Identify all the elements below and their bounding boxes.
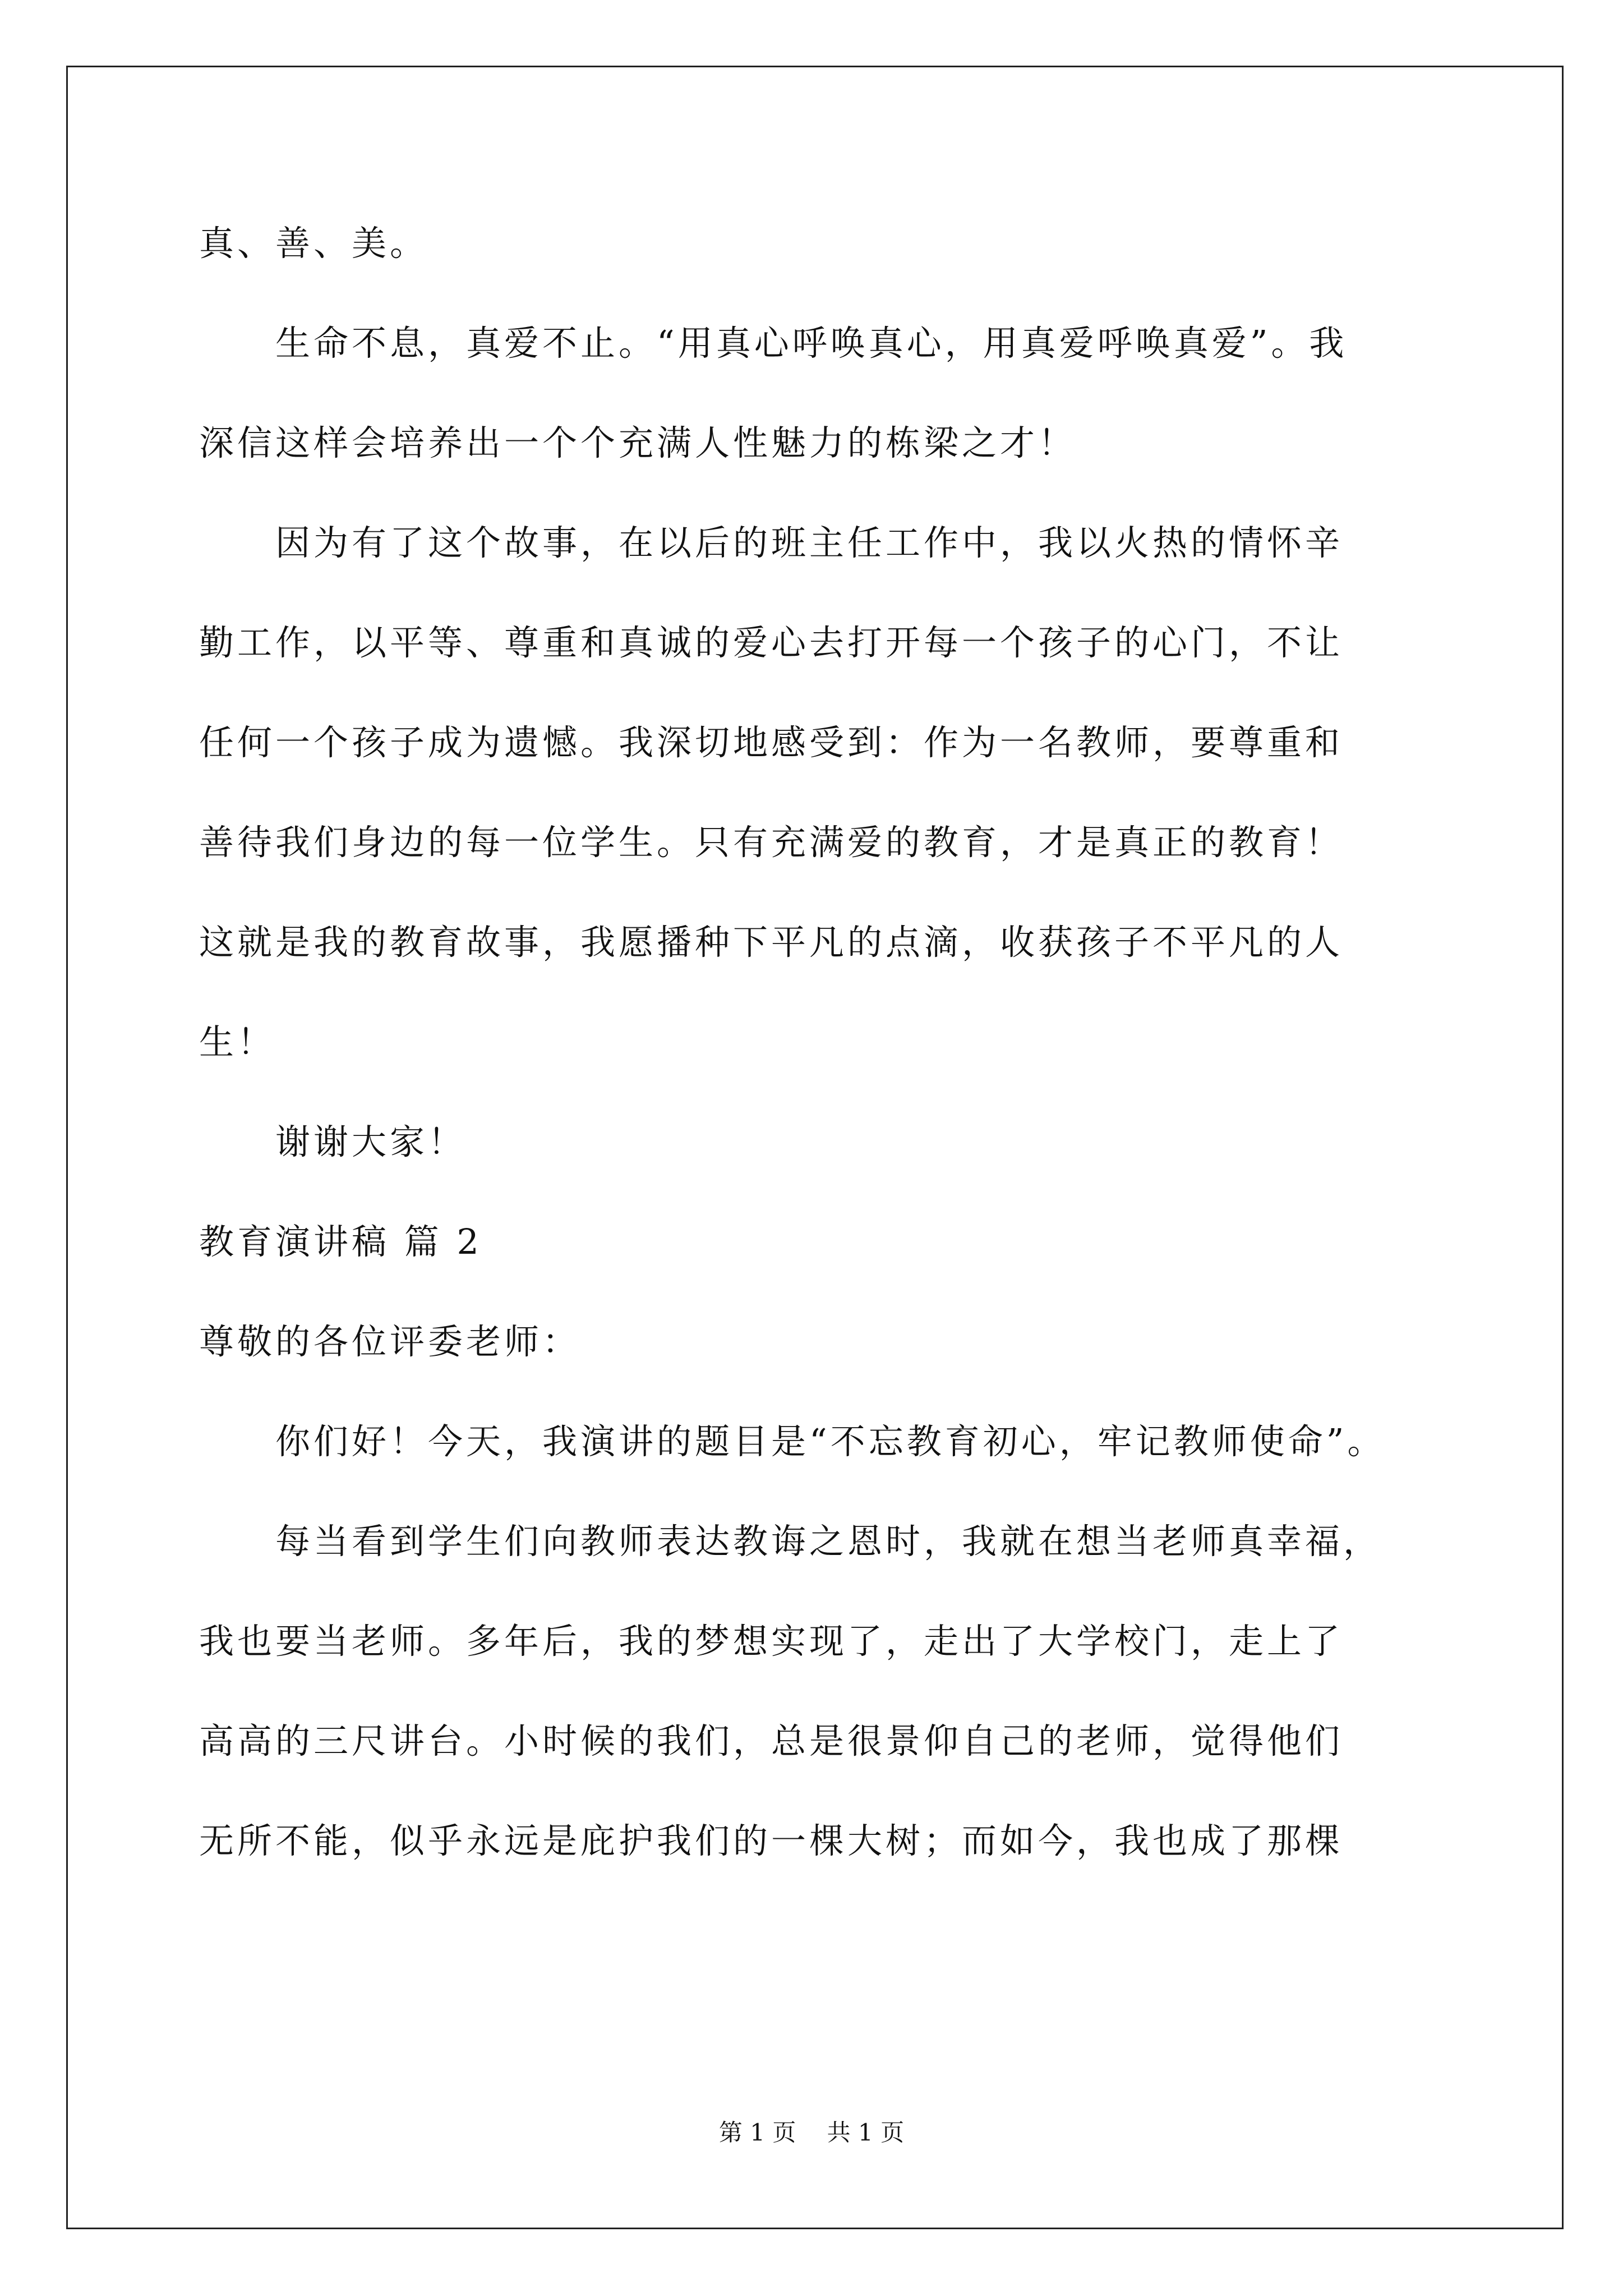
text-line: 真、善、美。 [199,223,428,264]
page-footer: 第 1 页 共 1 页 [718,2119,905,2146]
salutation: 尊敬的各位评委老师： [199,1321,581,1362]
text-line: 高高的三尺讲台。小时候的我们，总是很景仰自己的老师，觉得他们 [199,1720,1344,1761]
text-line: 生！ [199,1022,276,1062]
text-line: 这就是我的教育故事，我愿播种下平凡的点滴，收获孩子不平凡的人 [199,922,1344,963]
text-line: 因为有了这个故事，在以后的班主任工作中，我以火热的情怀辛 [199,522,1344,563]
text-line: 任何一个孩子成为遗憾。我深切地感受到：作为一名教师，要尊重和 [199,722,1344,763]
text-line: 生命不息，真爱不止。“用真心呼唤真心，用真爱呼唤真爱”。我 [199,323,1348,364]
section-heading: 教育演讲稿 篇 2 [199,1221,482,1262]
text-line: 你们好！今天，我演讲的题目是“不忘教育初心，牢记教师使命”。 [199,1421,1386,1462]
text-line: 我也要当老师。多年后，我的梦想实现了，走出了大学校门，走上了 [199,1621,1344,1662]
text-line: 每当看到学生们向教师表达教诲之恩时，我就在想当老师真幸福， [199,1521,1382,1562]
text-line: 善待我们身边的每一位学生。只有充满爱的教育，才是真正的教育！ [199,822,1344,863]
text-line: 勤工作，以平等、尊重和真诚的爱心去打开每一个孩子的心门，不让 [199,622,1344,663]
text-line: 无所不能，似乎永远是庇护我们的一棵大树；而如今，我也成了那棵 [199,1820,1344,1861]
text-line: 谢谢大家！ [199,1121,467,1162]
text-line: 深信这样会培养出一个个充满人性魅力的栋梁之才！ [199,422,1077,463]
